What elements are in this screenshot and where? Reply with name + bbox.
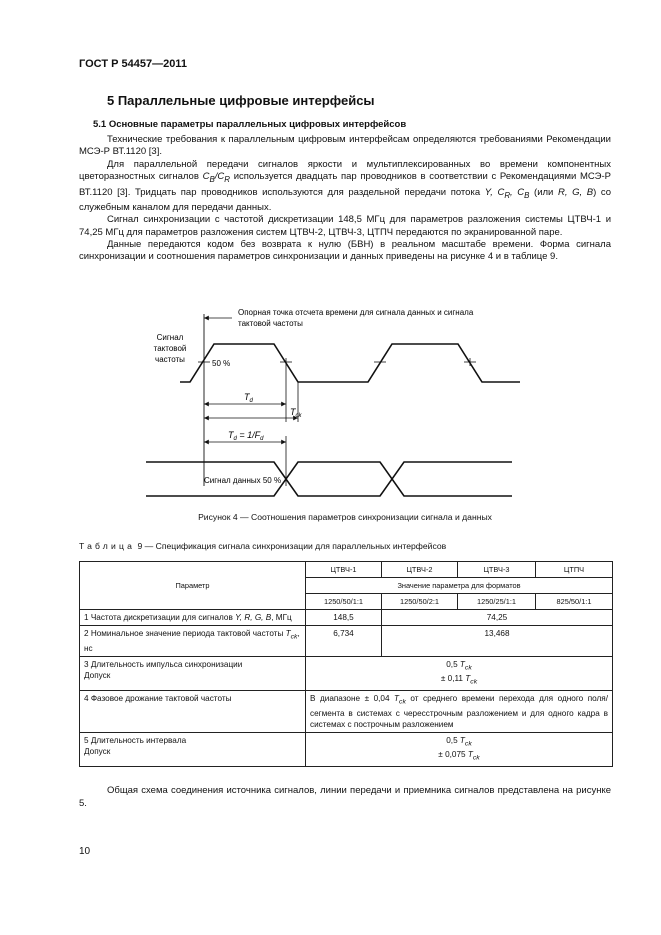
paragraph-3: Сигнал синхронизации с частотой дискретизации 148,5 МГц для параметров разложения системы ЦТВЧ-1 и 74,25 МГц для параметров разложения систем ЦТВЧ-2, ЦТВЧ-3, ЦТПЧ передаются по экранированной паре. — [79, 214, 611, 238]
table-row — [80, 610, 613, 626]
row4-label: 4 Фазовое дрожание тактовой частоты — [80, 690, 306, 732]
body-text — [79, 134, 611, 264]
row2-label-c: , нс — [84, 629, 300, 653]
paragraph-2 — [79, 159, 611, 214]
paragraph-1: Технические требования к параллельным цифровым интерфейсам определяются требованиями Рекомендации МСЭ-Р ВТ.1120 [3]. — [79, 134, 611, 158]
row4-value: В диапазоне ± 0,04 $T_{ck}$ от среднего времени перехода для одного поля/сегмента в системах с чересстрочным разложением и для одного кадра в системах с построчным разложением — [306, 690, 613, 732]
formula-cb — [202, 171, 230, 185]
row1-label-b: Y, R, G, B — [235, 613, 272, 622]
row1-value-1: 148,5 — [306, 610, 382, 626]
level-label: 50 % — [212, 359, 231, 368]
table-row — [80, 562, 613, 578]
document-header: ГОСТ Р 54457—2011 — [79, 58, 187, 70]
format-3: 1250/25/1:1 — [458, 594, 536, 610]
row2-label-sub: ck — [290, 633, 298, 641]
page-number: 10 — [79, 846, 91, 857]
formula-r-sub: R — [504, 190, 511, 200]
figure-caption: Рисунок 4 — Соотношения параметров синхронизации сигнала и данных — [198, 512, 492, 522]
row5-label — [80, 732, 306, 766]
table-caption-rest: 9 — Спецификация сигнала синхронизации для параллельных интерфейсов — [135, 541, 447, 551]
reference-label-line-1: Опорная точка отсчета времени для сигнала данных и сигнала — [238, 308, 474, 317]
row3-label — [80, 656, 306, 690]
row2-label — [80, 626, 306, 657]
paragraph-4: Данные передаются кодом без возврата к нулю (БВН) в реальном масштабе времени. Форма сигнала синхронизации и соотношения параметров синхронизации и данных приведены на рисунке 4 и в таблице 9. — [79, 239, 611, 263]
row3-label-1: 3 Длительность импульса синхронизации — [84, 659, 243, 669]
row5-value-b: ± 0,075 $T_{ck}$ — [438, 750, 480, 762]
row1-label-a: 1 Частота дискретизации для сигналов — [84, 613, 236, 622]
reference-label-line-2: тактовой частоты — [238, 319, 303, 328]
paragraph-2-part-a: Для параллельной передачи сигналов яркости и мультиплексированных во времени компонентных цветоразностных сигналов — [79, 158, 611, 183]
closing-paragraph: Общая схема соединения источника сигналов, линии передачи и приемника сигналов представлена на рисунке 5. — [79, 785, 611, 809]
row2-value-2: 13,468 — [382, 626, 613, 657]
formula-cr-letter: C — [217, 171, 225, 183]
table-caption-word: Таблица — [79, 541, 136, 551]
section-title: 5 Параллельные цифровые интерфейсы — [107, 93, 375, 108]
clock-label-2: тактовой — [153, 344, 187, 353]
row5-label-2: Допуск — [84, 746, 111, 756]
table-row — [80, 626, 613, 657]
table-row — [80, 690, 613, 732]
subsection-title: 5.1 Основные параметры параллельных цифровых интерфейсов — [93, 119, 407, 130]
row2-value-1: 6,734 — [306, 626, 382, 657]
formula-b-sub: B — [524, 190, 530, 200]
row1-value-2: 74,25 — [382, 610, 613, 626]
formula-y-c: Y, C — [484, 186, 505, 198]
clock-label-3: частоты — [155, 355, 185, 364]
paragraph-2-part-d: ) со служебным каналом для передачи данных. — [79, 186, 611, 213]
timing-diagram — [140, 296, 540, 506]
format-4: 825/50/1:1 — [536, 594, 613, 610]
row5-value-a: 0,5 $T_{ck}$ — [446, 735, 472, 748]
td-label: $T_d$ — [244, 392, 253, 404]
formula-cb-sub: B — [209, 175, 215, 185]
data-label: Сигнал данных 50 % — [204, 476, 282, 485]
format-1: 1250/50/1:1 — [306, 594, 382, 610]
formats-header: Значение параметра для форматов — [306, 578, 613, 594]
clock-waveform — [180, 344, 520, 382]
param-header: Параметр — [80, 562, 306, 610]
format-2: 1250/50/2:1 — [382, 594, 458, 610]
row3-label-2: Допуск — [84, 670, 111, 680]
system-3: ЦТВЧ-3 — [458, 562, 536, 578]
row2-label-t: T — [285, 629, 291, 638]
formula-rgb: R, G, B — [557, 186, 594, 198]
row5-value — [306, 732, 613, 766]
td-fd-label: $T_d = 1/F_d$ — [228, 430, 264, 442]
row2-label-a: 2 Номинальное значение периода тактовой частоты — [84, 629, 286, 638]
formula-cb-letter: C — [202, 171, 210, 183]
data-waveform-bottom — [146, 462, 512, 496]
row1-label — [80, 610, 306, 626]
paragraph-2-part-c: (или — [529, 186, 558, 198]
tck-label: $T_{ck}$ — [290, 407, 302, 419]
clock-label-1: Сигнал — [156, 333, 184, 342]
sync-spec-table — [79, 561, 613, 767]
table-caption — [79, 541, 446, 551]
formula-ycrcb — [485, 187, 530, 198]
system-1: ЦТВЧ-1 — [306, 562, 382, 578]
row5-label-1: 5 Длительность интервала — [84, 735, 187, 745]
row3-value — [306, 656, 613, 690]
row1-label-c: , МГц — [271, 613, 292, 622]
system-2: ЦТВЧ-2 — [382, 562, 458, 578]
paragraph-2-part-b: используется двадцать пар проводников в соответствии с Рекомендациями МСЭ-Р ВТ.1120 [3]. Тридцать пар проводников используются для раздельной передачи потока — [79, 171, 611, 198]
formula-cr-sub: R — [224, 175, 230, 185]
system-4: ЦТПЧ — [536, 562, 613, 578]
row3-value-b: ± 0,11 $T_{ck}$ — [440, 674, 478, 686]
row3-value-a: 0,5 $T_{ck}$ — [446, 659, 472, 672]
formula-slash: / — [214, 171, 218, 183]
table-row — [80, 732, 613, 766]
table-row — [80, 656, 613, 690]
formula-comma-c: , C — [510, 186, 525, 198]
data-waveform-top — [146, 462, 512, 496]
